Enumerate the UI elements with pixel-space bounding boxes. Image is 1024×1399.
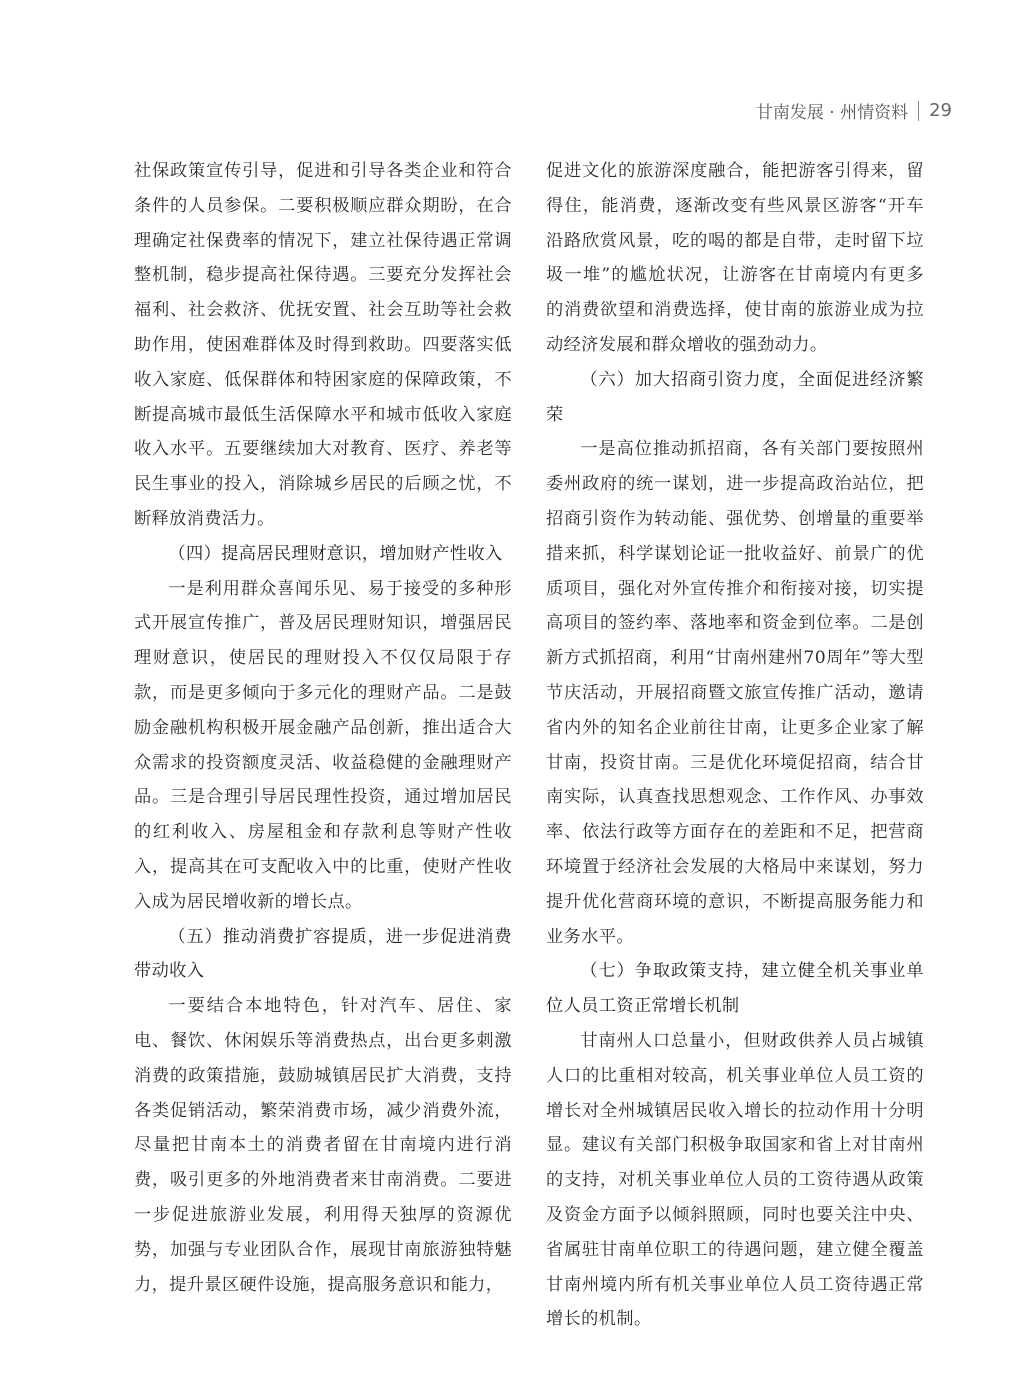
page-number: 29 <box>929 100 952 121</box>
paragraph: 社保政策宣传引导，促进和引导各类企业和符合条件的人员参保。二要积极顺应群众期盼，在合理确定社保费率的情况下，建立社保待遇正常调整机制，稳步提高社保待遇。三要充分发挥社会福利、社会救济、优抚安置、社会互助等社会救助作用，使困难群体及时得到救助。四要落实低收入家庭、低保群体和特困家庭的保障政策，不断提高城市最低生活保障水平和城市低收入家庭收入水平。五要继续加大对教育、医疗、养老等民生事业的投入，消除城乡居民的后顾之忧，不断释放消费活力。 <box>134 161 512 529</box>
section-heading: （四）提高居民理财意识，增加财产性收入 <box>168 543 503 564</box>
header-divider <box>918 101 919 121</box>
header-title: 甘南发展 · 州情资料 <box>755 103 909 123</box>
section-heading: （六）加大招商引资力度，全面促进经济繁荣 <box>546 369 924 425</box>
paragraph: 一是高位推动抓招商，各有关部门要按照州委州政府的统一谋划，进一步提高政治站位，把招商引资作为转动能、强优势、创增量的重要举措来抓，科学谋划论证一批收益好、前景广的优质项目，强化对外宣传推介和衔接对接，切实提高项目的签约率、落地率和资金到位率。二是创新方式抓招商，利用“甘南州建州70周年”等大型节庆活动，开展招商暨文旅宣传推广活动，邀请省内外的知名企业前往甘南，让更多企业家了解甘南，投资甘南。三是优化环境促招商，结合甘南实际，认真查找思想观念、工作作风、办事效率、依法行政等方面存在的差距和不足，把营商环境置于经济社会发展的大格局中来谋划，努力提升优化营商环境的意识，不断提高服务能力和业务水平。 <box>546 439 924 947</box>
paragraph: 甘南州人口总量小，但财政供养人员占城镇人口的比重相对较高，机关事业单位人员工资的增长对全州城镇居民收入增长的拉动作用十分明显。建议有关部门积极争取国家和省上对甘南州的支持，对机关事业单位人员的工资待遇从政策及资金方面予以倾斜照顾，同时也要关注中央、省属驻甘南单位职工的待遇问题，建立健全覆盖甘南州境内所有机关事业单位人员工资待遇正常增长的机制。 <box>546 1030 924 1330</box>
paragraph: 一是利用群众喜闻乐见、易于接受的多种形式开展宣传推广，普及居民理财知识，增强居民理财意识，使居民的理财投入不仅仅局限于存款，而是更多倾向于多元化的理财产品。二是鼓励金融机构积极开展金融产品创新，推出适合大众需求的投资额度灵活、收益稳健的金融理财产品。三是合理引导居民理性投资，通过增加居民的红利收入、房屋租金和存款利息等财产性收入，提高其在可支配收入中的比重，使财产性收入成为居民增收新的增长点。 <box>134 578 512 912</box>
paragraph: 促进文化的旅游深度融合，能把游客引得来，留得住，能消费，逐渐改变有些风景区游客“开车沿路欣赏风景，吃的喝的都是自带，走时留下垃圾一堆”的尴尬状况，让游客在甘南境内有更多的消费欲望和消费选择，使甘南的旅游业成为拉动经济发展和群众增收的强劲动力。 <box>546 161 924 355</box>
section-heading: （七）争取政策支持，建立健全机关事业单位人员工资正常增长机制 <box>546 961 924 1017</box>
section-heading: （五）推动消费扩容提质，进一步促进消费带动收入 <box>134 926 512 982</box>
paragraph: 一要结合本地特色，针对汽车、居住、家电、餐饮、休闲娱乐等消费热点，出台更多刺激消费的政策措施，鼓励城镇居民扩大消费，支持各类促销活动，繁荣消费市场，减少消费外流，尽量把甘南本土的消费者留在甘南境内进行消费，吸引更多的外地消费者来甘南消费。二要进一步促进旅游业发展，利用得天独厚的资源优势，加强与专业团队合作，展现甘南旅游独特魅力，提升景区硬件设施，提高服务意识和能力， <box>134 996 512 1295</box>
left-column <box>134 154 512 1302</box>
running-header <box>756 98 952 123</box>
right-column <box>546 154 924 1337</box>
